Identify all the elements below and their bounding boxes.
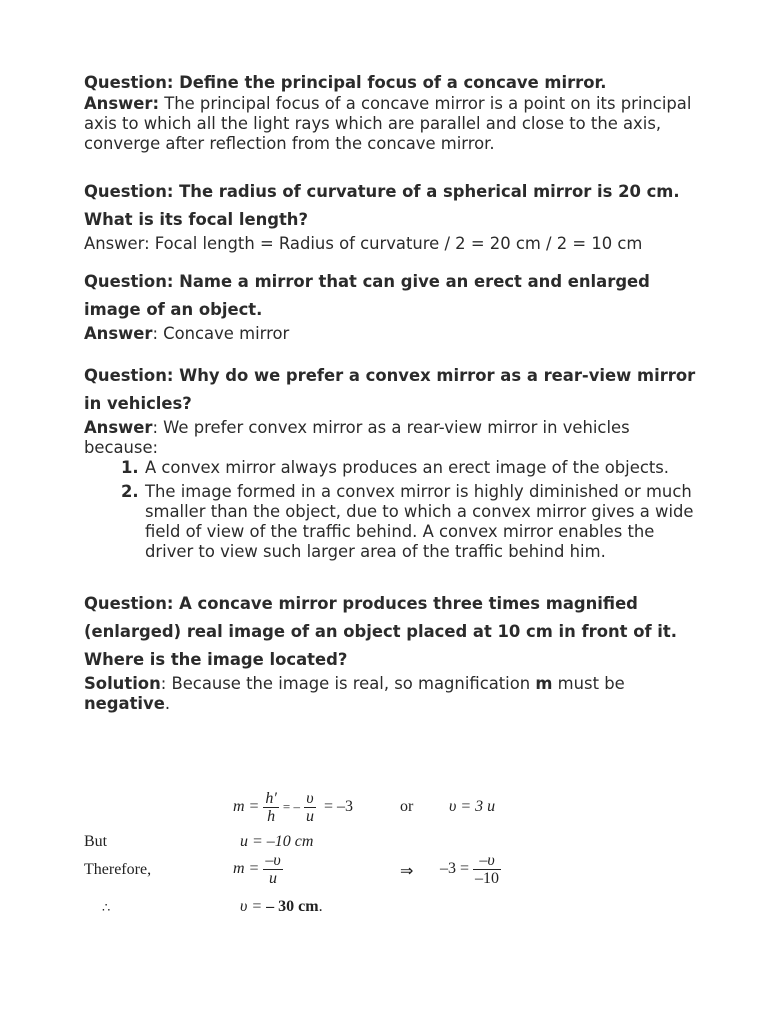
math-label-therefore: Therefore, [84, 861, 152, 878]
math-text: . [318, 898, 323, 915]
denominator: u [269, 870, 278, 887]
qa-block-1 [84, 72, 704, 154]
list-number: 1. [121, 458, 139, 477]
question-4: Question: Why do we prefer a convex mirror as a rear-view mirror in vehicles? [84, 366, 696, 413]
math-result: – 30 cm [266, 898, 319, 915]
solution-label: Solution [84, 674, 161, 693]
denominator: –10 [475, 870, 500, 887]
solution-negative: negative [84, 694, 165, 713]
answer-1 [84, 94, 704, 154]
question-1: Question: Define the principal focus of a concave mirror. [84, 73, 607, 92]
solution-text: must be [552, 674, 625, 693]
numerator: –υ [265, 852, 281, 869]
math-label-but: But [84, 833, 108, 850]
math-text: –3 = [440, 860, 470, 878]
list-item [84, 482, 704, 562]
reasons-list [84, 458, 704, 562]
math-line-2: u = –10 cm [240, 833, 314, 850]
math-alt: υ = 3 u [449, 798, 496, 815]
math-text: m = [233, 860, 260, 878]
math-text: = – [282, 799, 300, 815]
list-item [84, 458, 704, 478]
fraction [473, 852, 501, 887]
answer-3 [84, 324, 704, 344]
math-derivation [84, 788, 704, 918]
answer-4 [84, 418, 704, 458]
solution-text: . [164, 694, 171, 713]
answer-text: : Concave mirror [152, 324, 290, 343]
question-2: Question: The radius of curvature of a spherical mirror is 20 cm. What is its focal length? [84, 182, 680, 229]
qa-block-5 [84, 590, 704, 714]
therefore-icon: ∴ [102, 900, 111, 915]
question-3: Question: Name a mirror that can give an erect and enlarged image of an object. [84, 272, 650, 319]
numerator: υ [304, 790, 316, 808]
math-line-3b [440, 852, 501, 887]
solution-m: m [535, 674, 553, 693]
denominator: h [267, 808, 276, 825]
qa-block-2 [84, 178, 704, 254]
answer-label: Answer [84, 418, 153, 437]
numerator: –υ [473, 852, 501, 870]
answer-2: Answer: Focal length = Radius of curvature / 2 = 20 cm / 2 = 10 cm [84, 234, 643, 253]
math-text: υ = [240, 898, 263, 915]
qa-block-3 [84, 268, 704, 344]
math-line-4 [240, 898, 323, 916]
solution-text: : Because the image is real, so magnification [160, 674, 536, 693]
qa-block-4 [84, 362, 704, 562]
document-page [84, 72, 704, 915]
numerator: h′ [265, 790, 277, 807]
list-number: 2. [121, 482, 139, 501]
list-text: The image formed in a convex mirror is highly diminished or much smaller than the object, due to which a convex mirror gives a wide field of view of the traffic behind. A convex mirror enables the driver to view such larger area of the traffic behind him. [145, 482, 694, 561]
fraction [263, 852, 282, 887]
answer-text: : We prefer convex mirror as a rear-view mirror in vehicles because: [84, 418, 630, 457]
list-text: A convex mirror always produces an erect image of the objects. [145, 458, 670, 477]
answer-label: Answer: [84, 94, 160, 113]
math-line-1 [233, 790, 353, 825]
math-line-3 [233, 852, 283, 887]
solution-5 [84, 674, 704, 714]
answer-text: The principal focus of a concave mirror is a point on its principal axis to which all the light rays which are parallel and close to the axis, converge after reflection from the concave mirror. [84, 94, 692, 153]
math-or: or [400, 798, 414, 815]
math-text: m = [233, 798, 260, 816]
question-5: Question: A concave mirror produces three times magnified (enlarged) real image of an object placed at 10 cm in front of it. Where is the image located? [84, 594, 677, 669]
denominator: u [305, 808, 314, 825]
answer-label: Answer [84, 324, 153, 343]
fraction [263, 790, 279, 825]
implies-icon: ⇒ [400, 863, 414, 880]
fraction [304, 790, 316, 825]
math-text: = –3 [323, 798, 353, 816]
